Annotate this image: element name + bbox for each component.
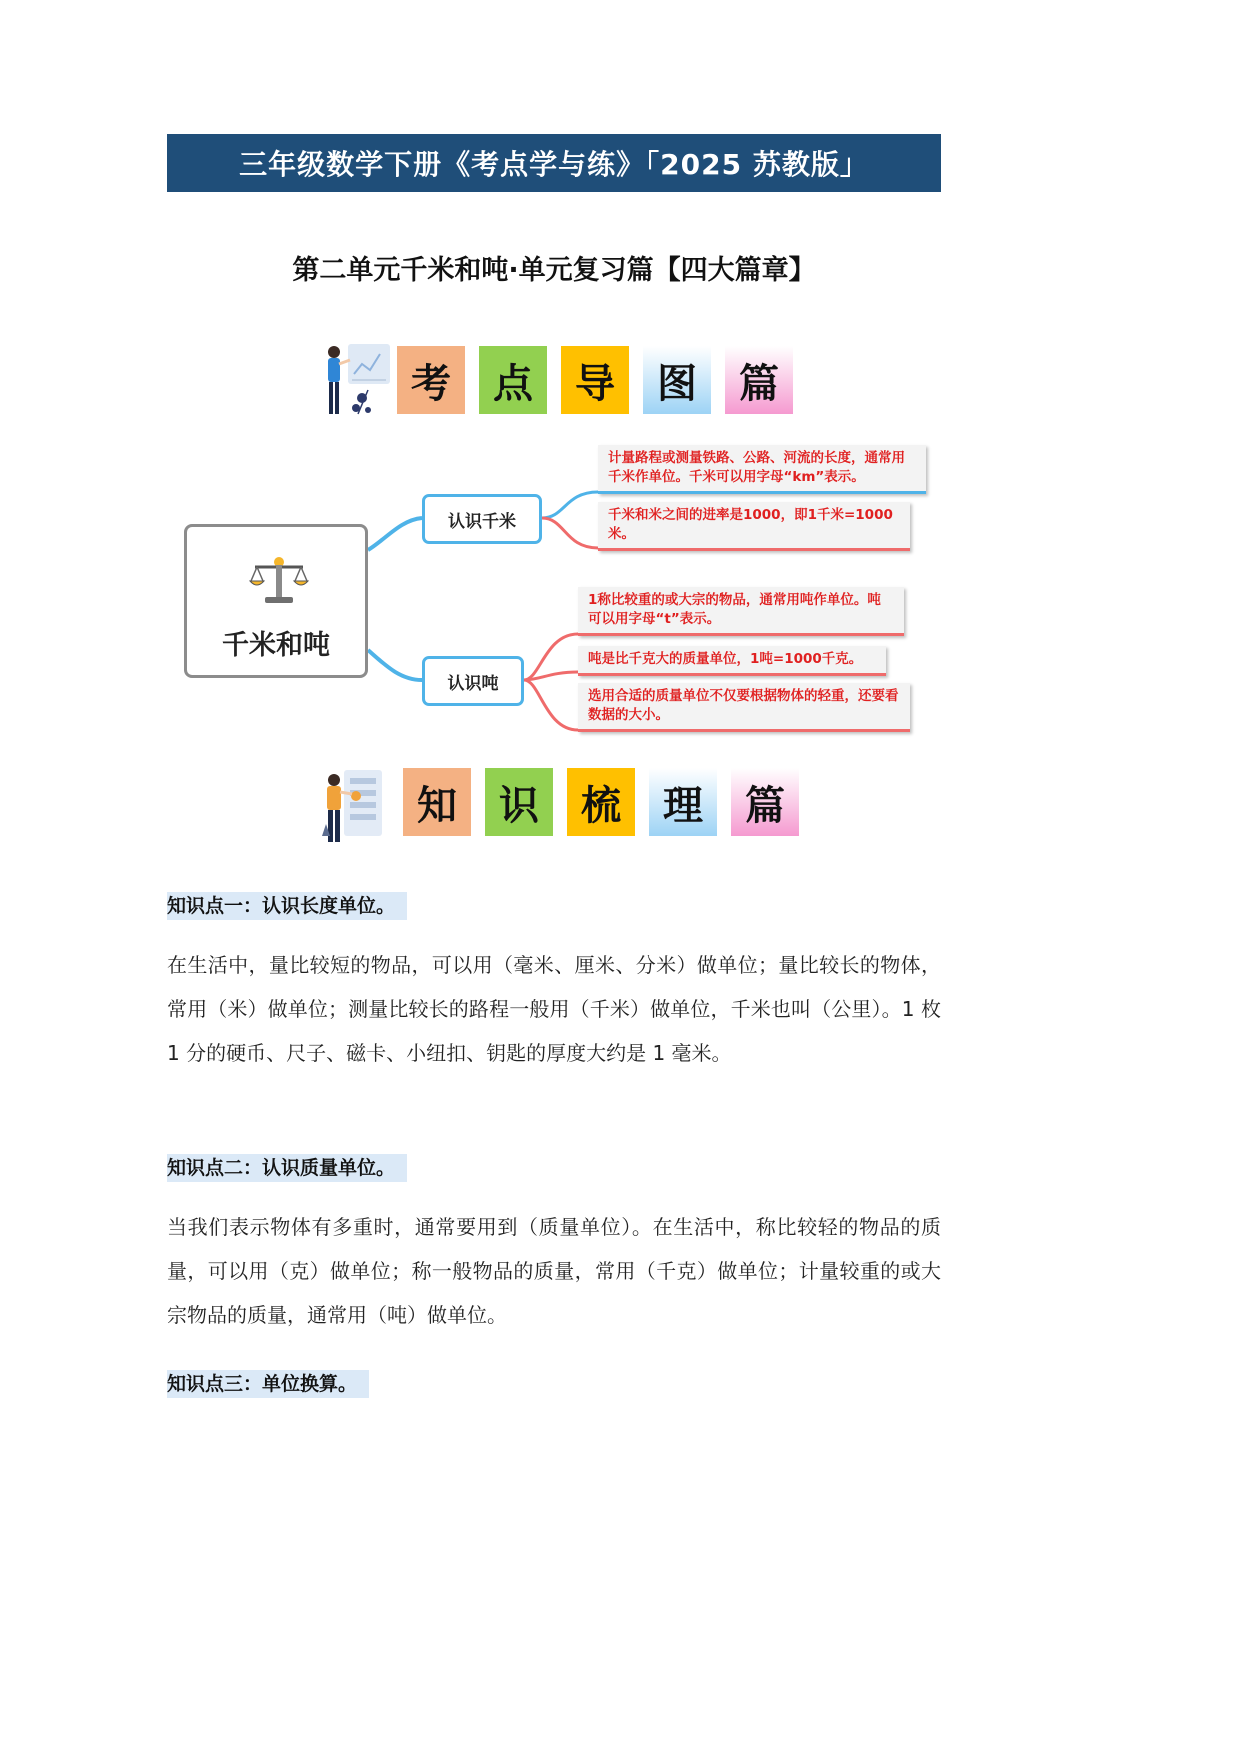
knowledge-point-title: 知识点二：认识质量单位。	[167, 1154, 407, 1182]
presenter-board-illustration-icon	[320, 766, 386, 846]
mind-map-root-label: 千米和吨	[222, 630, 330, 661]
heading-tile: 篇	[731, 768, 799, 836]
mind-map-branch-km: 认识千米	[422, 494, 542, 544]
mind-map-leaf: 计量路程或测量铁路、公路、河流的长度，通常用千米作单位。千米可以用字母“km”表示。	[598, 445, 926, 494]
knowledge-point-title: 知识点三：单位换算。	[167, 1370, 369, 1398]
heading-tile: 知	[403, 768, 471, 836]
knowledge-point-body: 当我们表示物体有多重时，通常要用到（质量单位）。在生活中，称比较轻的物品的质量，可以用（克）做单位；称一般物品的质量，常用（千克）做单位；计量较重的或大宗物品的质量，通常用（吨）做单位。	[167, 1215, 941, 1327]
heading-tile: 理	[649, 768, 717, 836]
heading-tile: 点	[479, 346, 547, 414]
mindmap-section-heading	[397, 346, 793, 414]
heading-tile: 导	[561, 346, 629, 414]
heading-tile: 梳	[567, 768, 635, 836]
presenter-chart-illustration-icon	[322, 340, 394, 418]
knowledge-point-title: 知识点一：认识长度单位。	[167, 892, 407, 920]
document-subtitle: 第二单元千米和吨·单元复习篇【四大篇章】	[292, 255, 816, 286]
heading-tile: 篇	[725, 346, 793, 414]
mind-map-leaf: 吨是比千克大的质量单位，1吨=1000千克。	[578, 646, 886, 676]
knowledge-point-body: 在生活中，量比较短的物品，可以用（毫米、厘米、分米）做单位；量比较长的物体，常用（米）做单位；测量比较长的路程一般用（千米）做单位，千米也叫（公里）。1 枚 1 分的硬币、尺子、磁卡、小纽扣、钥匙的厚度大约是 1 毫米。	[167, 953, 941, 1065]
heading-tile: 图	[643, 346, 711, 414]
mind-map-leaf: 1称比较重的或大宗的物品，通常用吨作单位。吨可以用字母“t”表示。	[578, 587, 904, 636]
knowledge-section-heading	[403, 768, 799, 836]
mind-map-leaf: 千米和米之间的进率是1000，即1千米=1000米。	[598, 502, 910, 551]
mind-map	[180, 440, 940, 740]
balance-scale-icon	[249, 555, 309, 607]
heading-tile: 识	[485, 768, 553, 836]
mind-map-branch-ton: 认识吨	[422, 656, 524, 706]
document-banner-title: 三年级数学下册《考点学与练》「2025 苏教版」	[167, 134, 941, 192]
mind-map-root-node	[184, 524, 368, 678]
mind-map-leaf: 选用合适的质量单位不仅要根据物体的轻重，还要看数据的大小。	[578, 683, 910, 732]
heading-tile: 考	[397, 346, 465, 414]
